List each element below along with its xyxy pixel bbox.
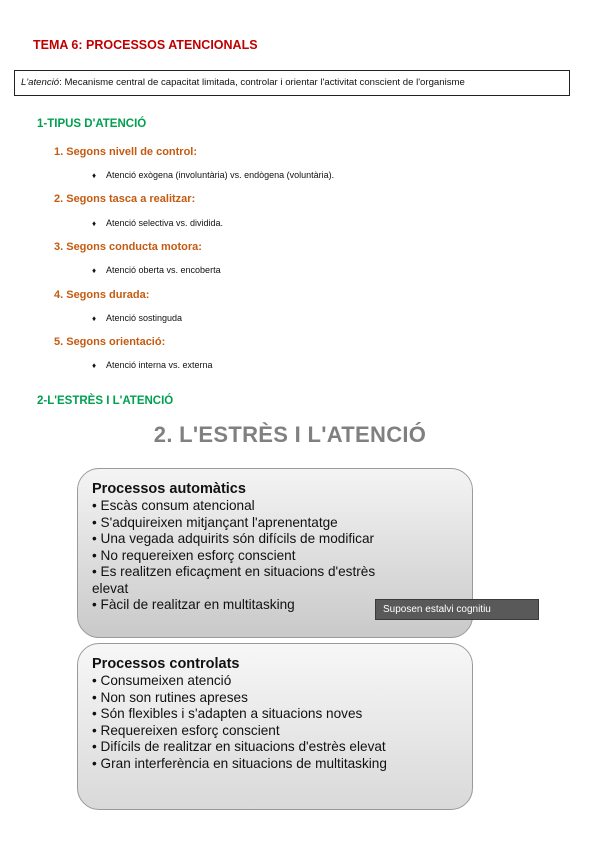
automatic-line: • No requereixen esforç conscient: [92, 547, 296, 563]
definition-text: : Mecanisme central de capacitat limitada, controlar i orientar l'activitat conscient de l'organisme: [59, 77, 465, 88]
automatic-line: • Fàcil de realitzar en multitasking: [92, 597, 295, 612]
type-label-durada: 4. Segons durada:: [54, 289, 150, 301]
section-heading-estres: 2-L'ESTRÈS I L'ATENCIÓ: [37, 395, 174, 407]
automatic-line: • Escàs consum atencional: [92, 498, 255, 513]
controlled-line: • Consumeixen atenció: [92, 673, 232, 688]
diamond-bullet-icon: ♦: [92, 361, 97, 370]
controlled-line: • Gran interferència en situacions de multitasking: [92, 755, 387, 771]
type-label-conducta: 3. Segons conducta motora:: [54, 241, 202, 253]
controlled-panel-title: Processos controlats: [92, 656, 240, 672]
automatic-line: • Una vegada adquirits són difícils de modificar: [92, 531, 375, 546]
type-label-tasca: 2. Segons tasca a realitzar:: [54, 193, 196, 205]
definition-term: L'atenció: [21, 77, 60, 88]
controlled-line: • Difícils de realitzar en situacions d'estrès elevat: [92, 739, 386, 754]
controlled-processes-panel: [77, 643, 473, 810]
automatic-panel-title: Processos automàtics: [92, 481, 246, 497]
diamond-bullet-icon: ♦: [92, 219, 97, 228]
type-label-control: 1. Segons nivell de control:: [54, 146, 198, 158]
type-bullet-durada: ♦ Atenció sostinguda: [92, 313, 183, 323]
type-bullet-orientacio: ♦ Atenció interna vs. externa: [92, 360, 213, 370]
controlled-line: • Requereixen esforç conscient: [92, 722, 280, 738]
controlled-line: • Són flexibles i s'adapten a situacions noves: [92, 706, 363, 721]
definition-box: [14, 70, 570, 96]
type-bullet-conducta: ♦ Atenció oberta vs. encoberta: [92, 265, 221, 275]
type-label-orientacio: 5. Segons orientació:: [54, 336, 166, 348]
diamond-bullet-icon: ♦: [92, 171, 97, 180]
controlled-line: • Non son rutines apreses: [92, 689, 248, 705]
slide-title: 2. L'ESTRÈS I L'ATENCIÓ: [153, 422, 427, 447]
document-title: TEMA 6: PROCESSOS ATENCIONALS: [33, 38, 258, 52]
automatic-line: • S'adquireixen mitjançant l'aprenentatge: [92, 514, 338, 530]
automatic-line: • Es realitzen eficaçment en situacions d'estrès: [92, 564, 376, 579]
automatic-line: elevat: [92, 580, 129, 596]
diamond-bullet-icon: ♦: [92, 314, 97, 323]
cognitive-saving-callout: Suposen estalvi cognitiu: [375, 599, 539, 620]
type-bullet-control: ♦ Atenció exògena (involuntària) vs. endògena (voluntària).: [92, 170, 335, 180]
type-bullet-tasca: ♦ Atenció selectiva vs. dividida.: [92, 218, 224, 228]
diamond-bullet-icon: ♦: [92, 266, 97, 275]
section-heading-tipus: 1-TIPUS D'ATENCIÓ: [37, 118, 147, 130]
